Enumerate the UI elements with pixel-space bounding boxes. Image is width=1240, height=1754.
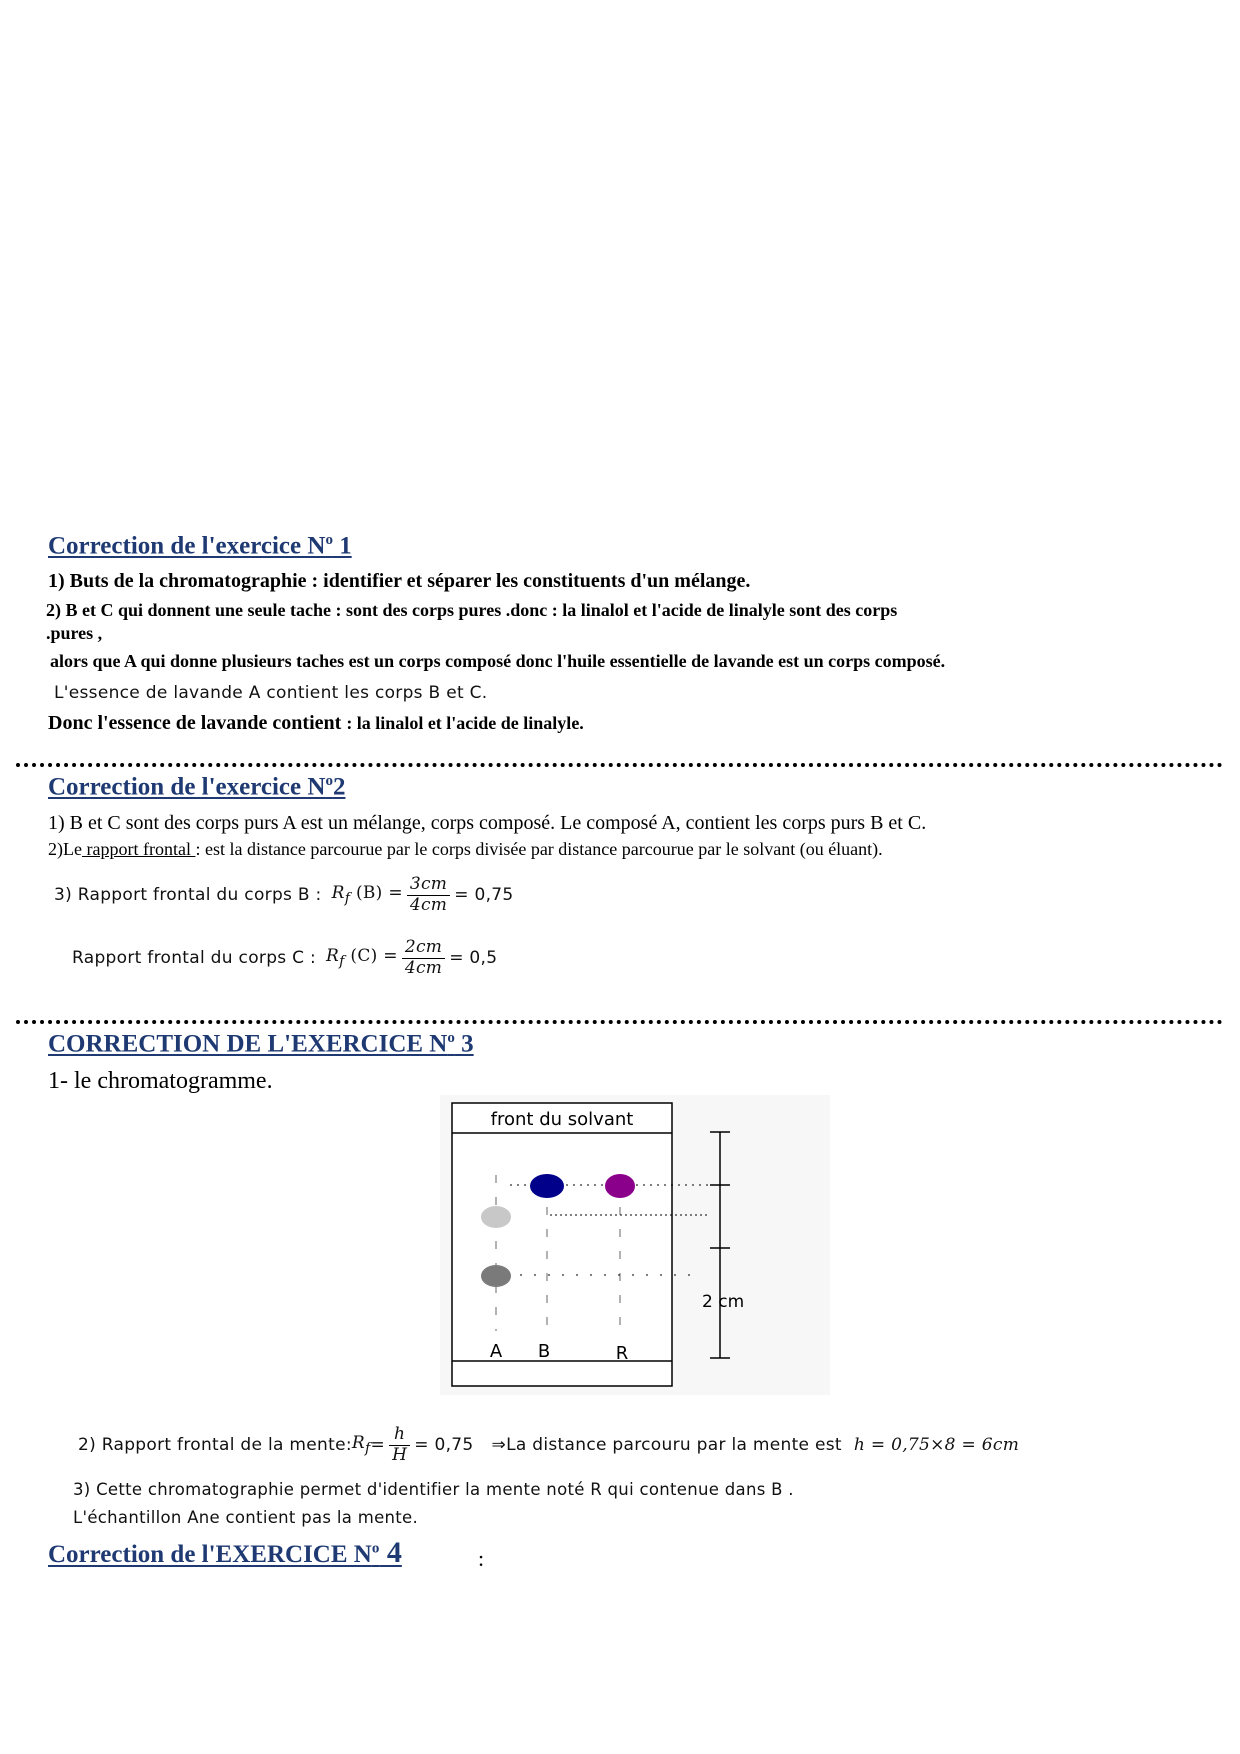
ex2-rf-b-result: = 0,75 [454,885,514,905]
ex3-q2-sub: f [365,1440,371,1457]
ex2-rf-c-R: R [326,946,340,967]
ex2-line1: 1) B et C sont des corps purs A est un mélange, corps composé. Le composé A, contient les corps purs B et C. [48,812,927,834]
lane-R-label: R [615,1343,629,1364]
ex1-line2: 2) B et C qui donnent une seule tache : sont des corps pures .donc : la linalol et l'acide de linalyle sont des corps [46,600,898,620]
ex3-heading-sup: o [447,1030,455,1046]
ex2-heading-sup: o [325,773,333,789]
ex2-rf-c-den: 4cm [404,957,443,978]
ex3-q3-line2: L'échantillon Ane contient pas la mente. [73,1508,419,1527]
front-label: front du solvant [490,1109,634,1130]
ex2-rf-c-arg: (C) = [344,946,398,967]
spot-A-lower [481,1265,511,1287]
ex2-rf-c-lhs [326,946,398,969]
ex4-heading-sup: o [371,1540,380,1557]
ex3-heading-num: 3 [454,1030,474,1058]
implies-arrow: ⇒ [491,1435,507,1455]
spot-B [530,1174,564,1198]
ex3-q2-num: h [389,1425,410,1446]
ex3-q2-label: 2) Rapport frontal de la mente: [78,1435,352,1455]
ex4-heading-text: Correction de l'EXERCICE N [48,1541,372,1568]
ex1-line1: 1) Buts de la chromatographie : identifier et séparer les constituents d'un mélange. [48,570,751,592]
ex2-rf-b-arg: (B) = [350,883,403,904]
ex2-term-rapport-frontal: rapport frontal [81,839,196,859]
ex4-heading-num: 4 [379,1536,402,1569]
ex3-q2-lhs [352,1433,371,1456]
ex2-heading [48,773,345,801]
ex2-line2-definition: : est la distance parcourue par le corps divisée par distance parcourue par le solvant (ou éluant). [195,839,883,859]
ex3-heading-text: CORRECTION DE L'EXERCICE N [48,1030,448,1058]
ex2-rf-b-fraction [407,875,450,915]
ex2-rf-c-sub: f [339,953,345,970]
ex2-line2-num: 2)Le [48,839,82,859]
ex3-q2-fraction [389,1425,410,1465]
ex1-line6-lead: Donc l'essence de lavande contient [48,712,347,734]
ex1-line6 [48,712,584,735]
ex3-q3-line1: 3) Cette chromatographie permet d'identifier la mente noté R qui contenue dans B . [73,1480,794,1499]
ex2-rf-c-label: Rapport frontal du corps C : [72,948,317,968]
ex3-heading [48,1030,474,1058]
ex3-q2-equals: = [370,1435,386,1455]
ex3-line1: 1- le chromatogramme. [48,1068,273,1094]
ex2-rf-b-label: 3) Rapport frontal du corps B : [54,885,322,905]
separator-2 [16,1020,1223,1024]
ex1-line5: L'essence de lavande A contient les corps B et C. [54,683,488,703]
ex2-line2 [48,839,883,860]
ex2-rf-b-num: 3cm [407,875,450,896]
ex2-rf-c-num: 2cm [402,938,445,959]
ex2-rf-c-result: = 0,5 [449,948,498,968]
separator-1 [16,763,1223,767]
ex1-line4: alors que A qui donne plusieurs taches est un corps composé donc l'huile essentielle de lavande est un corps composé. [50,651,946,671]
ex2-rf-b-lhs [332,883,403,906]
ex3-q2-result: = 0,75 [414,1435,474,1455]
spot-R [605,1174,635,1198]
ex3-q2 [78,1415,1019,1475]
ex2-heading-text: Correction de l'exercice N [48,773,326,801]
ex2-rf-b-sub: f [344,890,351,907]
scale-label: 2 cm [702,1292,745,1312]
ex3-q2-calc: h = 0,75×8 = 6cm [853,1435,1020,1455]
lane-B-label: B [537,1341,551,1362]
ex2-rf-b-den: 4cm [409,894,448,915]
ex2-rf-b [54,865,514,925]
ex4-heading [48,1536,402,1570]
ex1-heading-text: Correction de l'exercice N [48,532,326,560]
ex2-rf-b-R: R [331,883,345,904]
ex2-heading-num: 2 [332,773,346,801]
ex1-line3: .pures , [46,623,103,643]
ex3-q2-den: H [392,1444,408,1465]
chromatogram-diagram [440,1095,830,1395]
ex3-q2-R: R [351,1433,365,1454]
chromatography-plate [452,1103,672,1386]
ex1-line6-tail: : la linalol et l'acide de linalyle. [346,713,584,733]
ex2-rf-c-fraction [402,938,445,978]
ex2-rf-c [72,928,497,988]
ex3-q2-text: La distance parcouru par la mente est [506,1435,842,1455]
ex1-heading-num: 1 [332,532,352,560]
spot-A-upper [481,1206,511,1228]
lane-A-label: A [489,1341,503,1362]
ex1-heading-sup: o [325,532,333,548]
ex1-heading [48,532,352,560]
ex4-heading-colon: : [478,1546,485,1571]
